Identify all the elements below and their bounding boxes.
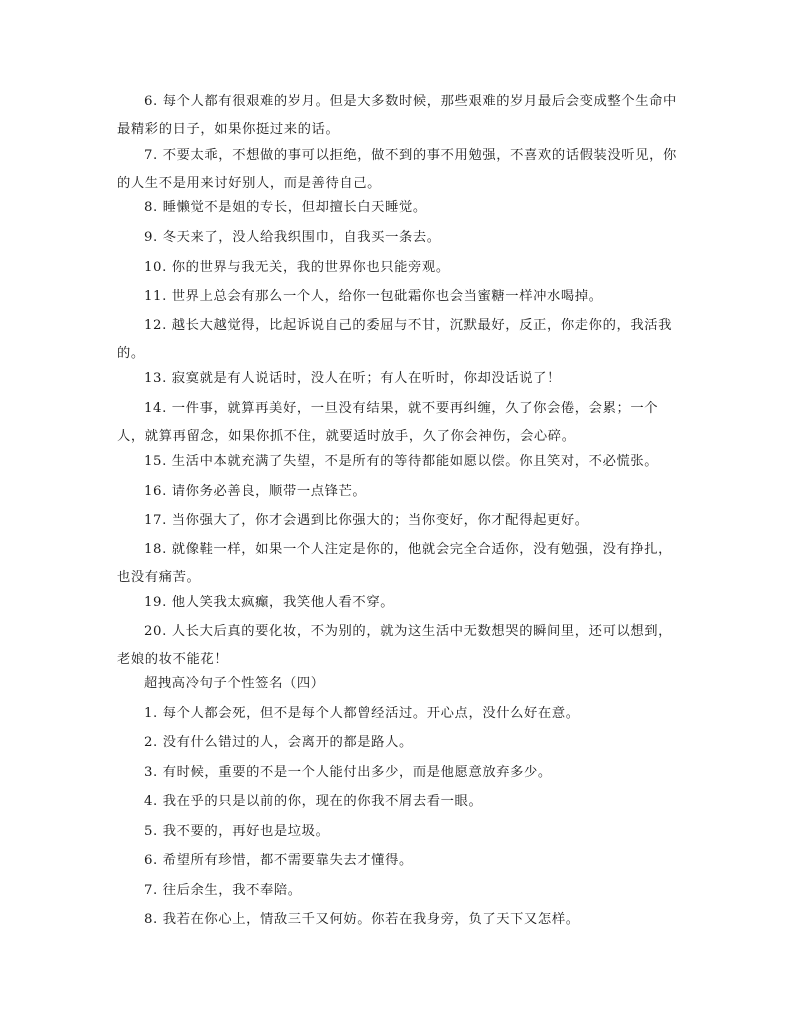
paragraph: 12. 越长大越觉得，比起诉说自己的委屈与不甘，沉默最好，反正，你走你的，我活我的。 (117, 318, 673, 361)
paragraph: 13. 寂寞就是有人说话时，没人在听；有人在听时，你却没话说了！ (144, 371, 561, 386)
paragraph: 9. 冬天来了，没人给我织围巾，自我买一条去。 (144, 230, 441, 245)
paragraph: 8. 睡懒觉不是姐的专长，但却擅长白天睡觉。 (144, 200, 427, 215)
paragraph: 3. 有时候，重要的不是一个人能付出多少，而是他愿意放弃多少。 (144, 765, 552, 780)
paragraph: 15. 生活中本就充满了失望，不是所有的等待都能如愿以偿。你且笑对，不必慌张。 (144, 454, 659, 469)
paragraph: 20. 人长大后真的要化妆，不为别的，就为这生活中无数想哭的瞬间里，还可以想到，老娘的妆不能花！ (117, 624, 673, 667)
paragraph: 10. 你的世界与我无关，我的世界你也只能旁观。 (144, 260, 450, 275)
paragraph: 7. 往后余生，我不奉陪。 (144, 883, 302, 898)
paragraph: 6. 每个人都有很艰难的岁月。但是大多数时候，那些艰难的岁月最后会变成整个生命中最精彩的日子，如果你挺过来的话。 (117, 94, 677, 137)
paragraph: 19. 他人笑我太疯癫，我笑他人看不穿。 (144, 595, 395, 610)
paragraph: 7. 不要太乖，不想做的事可以拒绝，做不到的事不用勉强，不喜欢的话假装没听见，你的人生不是用来讨好别人，而是善待自己。 (117, 148, 677, 191)
paragraph: 4. 我在乎的只是以前的你，现在的你我不屑去看一眼。 (144, 794, 483, 809)
paragraph: 8. 我若在你心上，情敌三千又何妨。你若在我身旁，负了天下又怎样。 (144, 912, 580, 927)
paragraph: 11. 世界上总会有那么一个人，给你一包砒霜你也会当蜜糖一样冲水喝掉。 (144, 289, 603, 304)
paragraph: 1. 每个人都会死，但不是每个人都曾经活过。开心点，没什么好在意。 (144, 706, 580, 721)
section-heading: 超拽高冷句子个性签名（四） (144, 676, 325, 691)
paragraph: 14. 一件事，就算再美好，一旦没有结果，就不要再纠缠，久了你会倦，会累；一个人，就算再留念，如果你抓不住，就要适时放手，久了你会神伤，会心碎。 (117, 401, 659, 444)
paragraph: 18. 就像鞋一样，如果一个人注定是你的，他就会完全合适你，没有勉强，没有挣扎，也没有痛苦。 (117, 542, 673, 585)
paragraph: 16. 请你务必善良，顺带一点锋芒。 (144, 484, 367, 499)
paragraph: 2. 没有什么错过的人，会离开的都是路人。 (144, 735, 413, 750)
paragraph: 6. 希望所有珍惜，都不需要靠失去才懂得。 (144, 853, 413, 868)
paragraph: 17. 当你强大了，你才会遇到比你强大的；当你变好，你才配得起更好。 (144, 513, 589, 528)
paragraph: 5. 我不要的，再好也是垃圾。 (144, 824, 330, 839)
